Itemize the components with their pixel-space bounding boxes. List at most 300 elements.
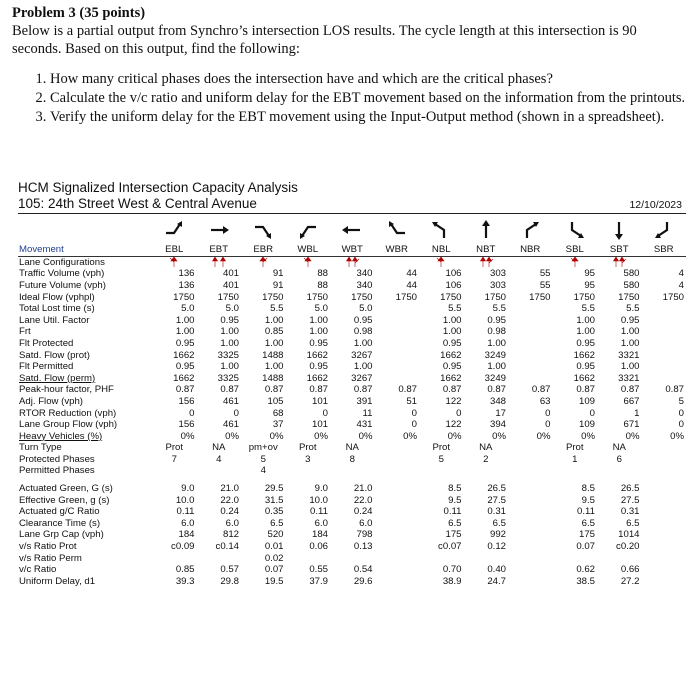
table-cell — [642, 361, 687, 373]
table-row — [18, 373, 686, 385]
table-cell: 4 — [216, 453, 222, 465]
table-row — [18, 315, 686, 327]
lane-config-cell — [419, 256, 464, 268]
row-label: Satd. Flow (prot) — [19, 349, 90, 361]
table-cell: 37.9 — [309, 575, 328, 587]
table-cell: 6.5 — [626, 517, 640, 529]
movement-arrows-row — [18, 214, 686, 244]
right-turn-arrow-icon — [654, 220, 674, 240]
table-cell: 0% — [581, 430, 595, 442]
table-cell: 26.5 — [487, 483, 506, 495]
table-cell: 0.87 — [175, 384, 195, 396]
table-cell — [642, 326, 687, 338]
table-cell: 0.24 — [220, 506, 239, 518]
table-cell: 1.00 — [309, 326, 328, 338]
table-cell — [642, 541, 687, 553]
table-cell: 520 — [267, 529, 284, 541]
table-cell: 0% — [225, 430, 239, 442]
table-cell: 101 — [311, 395, 328, 407]
table-cell — [508, 361, 553, 373]
table-cell: 1750 — [395, 291, 417, 303]
table-cell: 1750 — [262, 291, 284, 303]
table-cell: 37 — [272, 419, 284, 431]
table-cell: 0.95 — [353, 314, 373, 326]
table-cell — [375, 541, 420, 553]
row-label: Frt — [19, 326, 31, 338]
column-header-sbt: SBT — [597, 244, 642, 256]
table-cell — [197, 552, 242, 564]
table-cell: 0.87 — [264, 384, 284, 396]
table-cell: 88 — [317, 279, 328, 291]
table-row — [18, 361, 686, 373]
table-cell: 106 — [445, 279, 462, 291]
table-cell: NA — [345, 442, 359, 454]
table-cell: 0 — [545, 407, 551, 419]
table-cell — [508, 564, 553, 576]
table-cell — [553, 465, 598, 477]
table-cell — [375, 506, 420, 518]
table-cell: 5.0 — [225, 303, 239, 315]
table-cell: 0% — [403, 430, 417, 442]
table-cell: 38.9 — [442, 575, 462, 587]
table-cell: 0.40 — [487, 564, 506, 576]
through-arrow-icon — [476, 220, 496, 240]
table-cell: 95 — [584, 279, 595, 291]
table-cell: 68 — [272, 407, 284, 419]
table-cell — [642, 315, 687, 327]
table-cell: 0 — [322, 407, 328, 419]
table-row — [18, 442, 686, 454]
table-row — [18, 338, 686, 350]
table-cell: NA — [479, 442, 493, 454]
table-cell: 0.02 — [264, 552, 284, 564]
table-cell: 3 — [305, 453, 311, 465]
table-cell: 0.98 — [353, 326, 373, 338]
left-turn-arrow-icon — [298, 220, 318, 240]
table-cell — [375, 465, 420, 477]
table-cell — [508, 315, 553, 327]
table-cell: 22.0 — [353, 494, 373, 506]
table-cell: 0.01 — [264, 541, 284, 553]
table-cell — [375, 315, 420, 327]
table-cell: 5.5 — [492, 303, 506, 315]
row-label: v/s Ratio Perm — [19, 552, 82, 564]
movement-header-label: Movement — [18, 244, 152, 256]
table-cell — [375, 454, 420, 466]
table-cell: 10.0 — [175, 494, 195, 506]
question-2: 2. Calculate the v/c ratio and uniform delay for the EBT movement based on the information from the printouts. — [50, 89, 688, 107]
table-cell — [508, 465, 553, 477]
table-cell — [642, 373, 687, 385]
table-header-row — [18, 244, 686, 256]
table-cell: 39.3 — [175, 575, 195, 587]
table-cell: 340 — [356, 279, 373, 291]
table-row — [18, 256, 686, 268]
table-cell — [642, 564, 687, 576]
table-cell: 0 — [411, 407, 417, 419]
table-cell: 1.00 — [175, 326, 195, 338]
row-label: Satd. Flow (perm) — [19, 372, 96, 384]
table-cell — [464, 465, 509, 477]
table-cell: 0.95 — [620, 314, 640, 326]
table-cell — [375, 303, 420, 315]
table-cell — [375, 361, 420, 373]
table-cell: 1.00 — [264, 361, 284, 373]
table-cell: 340 — [356, 268, 373, 280]
table-cell: 0.66 — [620, 564, 640, 576]
lane-config-cell — [597, 256, 642, 268]
table-cell: 6.5 — [448, 517, 462, 529]
table-cell: 1014 — [618, 529, 640, 541]
table-row — [18, 529, 686, 541]
row-label: v/s Ratio Prot — [19, 541, 77, 553]
row-label: Total Lost time (s) — [19, 303, 95, 315]
table-cell — [642, 454, 687, 466]
report-date: 12/10/2023 — [629, 199, 682, 211]
table-cell: 0.95 — [576, 361, 595, 373]
lane-config-cell — [330, 256, 375, 268]
table-cell: 394 — [489, 419, 506, 431]
table-row — [18, 431, 686, 443]
table-cell: 1750 — [173, 291, 195, 303]
table-cell — [642, 483, 687, 495]
table-cell: Prot — [565, 442, 584, 454]
hcm-results-table — [18, 244, 686, 587]
table-cell: 5.5 — [448, 303, 462, 315]
table-cell: 51 — [406, 395, 417, 407]
table-cell: 6.5 — [581, 517, 595, 529]
table-row — [18, 576, 686, 588]
table-cell — [508, 338, 553, 350]
table-cell: 184 — [178, 529, 195, 541]
table-cell: 1.00 — [353, 361, 373, 373]
through-arrow-icon — [342, 220, 362, 240]
table-cell: 122 — [445, 395, 462, 407]
table-cell: 4 — [678, 279, 684, 291]
row-label: Turn Type — [19, 442, 62, 454]
table-cell — [553, 552, 598, 564]
table-cell: 38.5 — [576, 575, 595, 587]
table-cell: 1.00 — [264, 314, 284, 326]
table-cell — [152, 552, 197, 564]
table-cell — [508, 541, 553, 553]
table-cell: 580 — [623, 279, 640, 291]
table-cell: 6.0 — [359, 517, 373, 529]
left-turn-arrow-icon — [565, 220, 585, 240]
table-cell: 5.5 — [626, 303, 640, 315]
table-cell: 2 — [483, 453, 489, 465]
question-1: 1. How many critical phases does the intersection have and which are the critical phases? — [50, 70, 688, 88]
table-cell: 9.5 — [448, 494, 462, 506]
table-cell: 31.5 — [264, 494, 284, 506]
table-cell: 88 — [317, 268, 328, 280]
row-label: Effective Green, g (s) — [19, 494, 110, 506]
table-cell: 431 — [356, 419, 373, 431]
table-cell: 1662 — [306, 372, 328, 384]
table-cell: 0.87 — [442, 384, 462, 396]
table-cell — [375, 373, 420, 385]
table-row — [18, 564, 686, 576]
table-cell: 6.5 — [270, 517, 284, 529]
table-cell: 0% — [536, 430, 551, 442]
table-cell: 1.00 — [220, 361, 239, 373]
table-cell: 0.07 — [576, 541, 595, 553]
table-cell — [508, 303, 553, 315]
table-cell: 0.87 — [309, 384, 328, 396]
table-cell: 1662 — [306, 349, 328, 361]
table-cell: 1.00 — [220, 337, 239, 349]
table-cell: 0.95 — [220, 314, 239, 326]
table-cell: 7 — [171, 453, 177, 465]
table-cell: 1.00 — [487, 361, 506, 373]
row-label: Actuated Green, G (s) — [19, 483, 113, 495]
table-cell — [642, 576, 687, 588]
table-cell: 6 — [616, 453, 622, 465]
column-header-ebl: EBL — [152, 244, 197, 256]
table-row — [18, 518, 686, 530]
table-cell: 0.95 — [309, 361, 328, 373]
left-turn-arrow-icon — [431, 220, 451, 240]
table-cell: 1 — [634, 407, 640, 419]
right-turn-arrow-icon — [387, 220, 407, 240]
table-cell: 8.5 — [448, 483, 462, 495]
table-cell: 9.0 — [181, 483, 195, 495]
table-cell: 4 — [678, 268, 684, 280]
table-cell — [152, 465, 197, 477]
table-cell: Prot — [165, 442, 184, 454]
table-cell — [375, 338, 420, 350]
table-cell: 0.87 — [487, 384, 506, 396]
table-cell: 6.0 — [314, 517, 328, 529]
table-row — [18, 349, 686, 361]
table-cell: 0 — [456, 407, 462, 419]
column-header-wbt: WBT — [330, 244, 375, 256]
table-cell: 0.24 — [353, 506, 373, 518]
table-row — [18, 541, 686, 553]
column-header-ebr: EBR — [241, 244, 286, 256]
table-cell: 1750 — [662, 291, 684, 303]
table-cell: 1750 — [529, 291, 551, 303]
lane-config-cell — [152, 256, 197, 268]
table-cell — [286, 465, 331, 477]
table-cell: 0.95 — [175, 337, 195, 349]
table-cell: 9.5 — [581, 494, 595, 506]
table-cell: 1662 — [173, 349, 195, 361]
table-cell: 0.06 — [309, 541, 328, 553]
table-cell: 1.00 — [175, 314, 195, 326]
table-cell: 0.85 — [264, 326, 284, 338]
table-cell — [375, 576, 420, 588]
table-cell: 5.0 — [359, 303, 373, 315]
table-cell: 1750 — [440, 291, 462, 303]
table-cell: 105 — [267, 395, 284, 407]
table-cell: 5.0 — [181, 303, 195, 315]
table-cell: 1.00 — [264, 337, 284, 349]
table-row — [18, 303, 686, 315]
table-cell: 1488 — [262, 372, 284, 384]
table-cell: 798 — [356, 529, 373, 541]
single-left-lane-icon — [297, 257, 319, 267]
table-cell: 1.00 — [620, 326, 640, 338]
lane-config-cell — [464, 256, 509, 268]
table-cell: 0% — [625, 430, 640, 442]
report-title: HCM Signalized Intersection Capacity Analysis — [18, 180, 298, 195]
table-cell — [508, 506, 553, 518]
table-cell — [508, 349, 553, 361]
row-label: Future Volume (vph) — [19, 279, 106, 291]
table-cell — [197, 465, 242, 477]
table-cell: 671 — [623, 419, 640, 431]
table-row — [18, 454, 686, 466]
table-cell — [642, 465, 687, 477]
table-cell: 0 — [411, 419, 417, 431]
table-cell — [375, 552, 420, 564]
row-label: Adj. Flow (vph) — [19, 395, 83, 407]
table-cell: c0.14 — [215, 541, 239, 553]
table-cell: 0.11 — [176, 506, 195, 518]
table-cell: 0.95 — [309, 337, 328, 349]
table-cell — [642, 529, 687, 541]
table-cell: 27.5 — [620, 494, 640, 506]
table-row — [18, 291, 686, 303]
report-subtitle: 105: 24th Street West & Central Avenue — [18, 196, 257, 211]
table-cell: 29.5 — [264, 483, 284, 495]
table-cell — [642, 442, 687, 454]
table-cell: 5.5 — [270, 303, 284, 315]
table-cell: 0% — [269, 430, 284, 442]
lane-config-cell — [241, 256, 286, 268]
right-turn-arrow-icon — [520, 220, 540, 240]
table-cell — [597, 465, 642, 477]
single-right-lane-icon — [252, 257, 274, 267]
table-cell: 55 — [539, 268, 551, 280]
table-cell: 1.00 — [442, 326, 462, 338]
table-cell: 0.95 — [175, 361, 195, 373]
lane-config-cell — [642, 256, 687, 268]
table-cell: 3321 — [618, 349, 640, 361]
table-cell: 136 — [178, 268, 195, 280]
table-cell: 1750 — [618, 291, 640, 303]
row-label: Ideal Flow (vphpl) — [19, 291, 95, 303]
row-label: v/c Ratio — [19, 564, 57, 576]
table-cell: 0.87 — [665, 384, 684, 396]
table-cell: c0.09 — [171, 541, 195, 553]
table-cell: 303 — [489, 279, 506, 291]
row-label: Heavy Vehicles (%) — [19, 430, 103, 442]
table-cell — [508, 373, 553, 385]
table-cell: 91 — [272, 268, 284, 280]
table-cell — [597, 552, 642, 564]
table-cell: 0.31 — [620, 506, 640, 518]
row-label: Permitted Phases — [19, 465, 95, 477]
table-cell: 5 — [678, 395, 684, 407]
single-left-lane-icon — [564, 257, 586, 267]
table-cell: c0.20 — [616, 541, 640, 553]
table-cell: 3249 — [484, 372, 506, 384]
through-arrow-icon — [209, 220, 229, 240]
table-cell: 0 — [189, 407, 195, 419]
table-cell: 3325 — [217, 372, 239, 384]
table-cell: 6.5 — [492, 517, 506, 529]
row-label: Peak-hour factor, PHF — [19, 384, 114, 396]
table-cell: 29.6 — [353, 575, 373, 587]
table-cell: 156 — [178, 395, 195, 407]
table-row — [18, 419, 686, 431]
table-cell: 6.0 — [225, 517, 239, 529]
table-cell: 24.7 — [487, 575, 506, 587]
table-row — [18, 506, 686, 518]
table-cell: 4 — [260, 465, 266, 477]
table-cell: 44 — [406, 279, 417, 291]
table-cell: 391 — [356, 395, 373, 407]
table-cell — [330, 465, 375, 477]
table-row — [18, 268, 686, 280]
table-cell: 0.11 — [577, 506, 595, 518]
table-cell — [375, 442, 420, 454]
table-cell: 401 — [222, 268, 239, 280]
table-cell — [508, 529, 553, 541]
table-cell: 303 — [489, 268, 506, 280]
table-cell: 91 — [272, 279, 284, 291]
table-cell: 0% — [492, 430, 506, 442]
table-cell: 812 — [222, 529, 239, 541]
table-cell: 0% — [314, 430, 328, 442]
table-cell: 0.57 — [220, 564, 239, 576]
row-label: Lane Group Flow (vph) — [19, 419, 118, 431]
table-cell: 156 — [178, 419, 195, 431]
table-cell: 3321 — [618, 372, 640, 384]
row-label: Flt Protected — [19, 337, 74, 349]
table-cell: 101 — [311, 419, 328, 431]
table-cell: 0.62 — [576, 564, 595, 576]
table-cell: 109 — [578, 395, 595, 407]
table-cell: 0 — [233, 407, 239, 419]
table-cell — [419, 552, 464, 564]
table-cell: 0.95 — [442, 361, 462, 373]
table-cell: 106 — [445, 268, 462, 280]
table-cell: 175 — [445, 529, 462, 541]
table-cell: 0.95 — [576, 337, 595, 349]
table-cell — [464, 552, 509, 564]
report-subtitle-row — [18, 196, 686, 212]
table-cell: 1.00 — [576, 326, 595, 338]
table-cell: 1.00 — [620, 361, 640, 373]
column-header-sbr: SBR — [642, 244, 687, 256]
table-cell: 0.95 — [442, 337, 462, 349]
table-cell: 1488 — [262, 349, 284, 361]
table-cell: 0.54 — [353, 564, 373, 576]
table-cell — [375, 518, 420, 530]
table-cell: 27.2 — [620, 575, 640, 587]
table-cell: 22.0 — [220, 494, 239, 506]
table-cell: 0.35 — [264, 506, 284, 518]
table-cell — [375, 564, 420, 576]
row-label: Lane Configurations — [19, 256, 105, 268]
table-cell: 461 — [222, 419, 239, 431]
table-cell: 21.0 — [220, 483, 239, 495]
table-cell: 8 — [349, 453, 355, 465]
table-cell: 1662 — [173, 372, 195, 384]
table-cell: 0.12 — [487, 541, 506, 553]
table-cell: 0.95 — [487, 314, 506, 326]
table-cell — [642, 552, 687, 564]
table-cell: 0.70 — [442, 564, 462, 576]
table-cell: 1.00 — [620, 337, 640, 349]
table-cell: 0.07 — [264, 564, 284, 576]
table-cell — [508, 552, 553, 564]
row-label: Traffic Volume (vph) — [19, 268, 105, 280]
table-cell: 0.87 — [576, 384, 595, 396]
